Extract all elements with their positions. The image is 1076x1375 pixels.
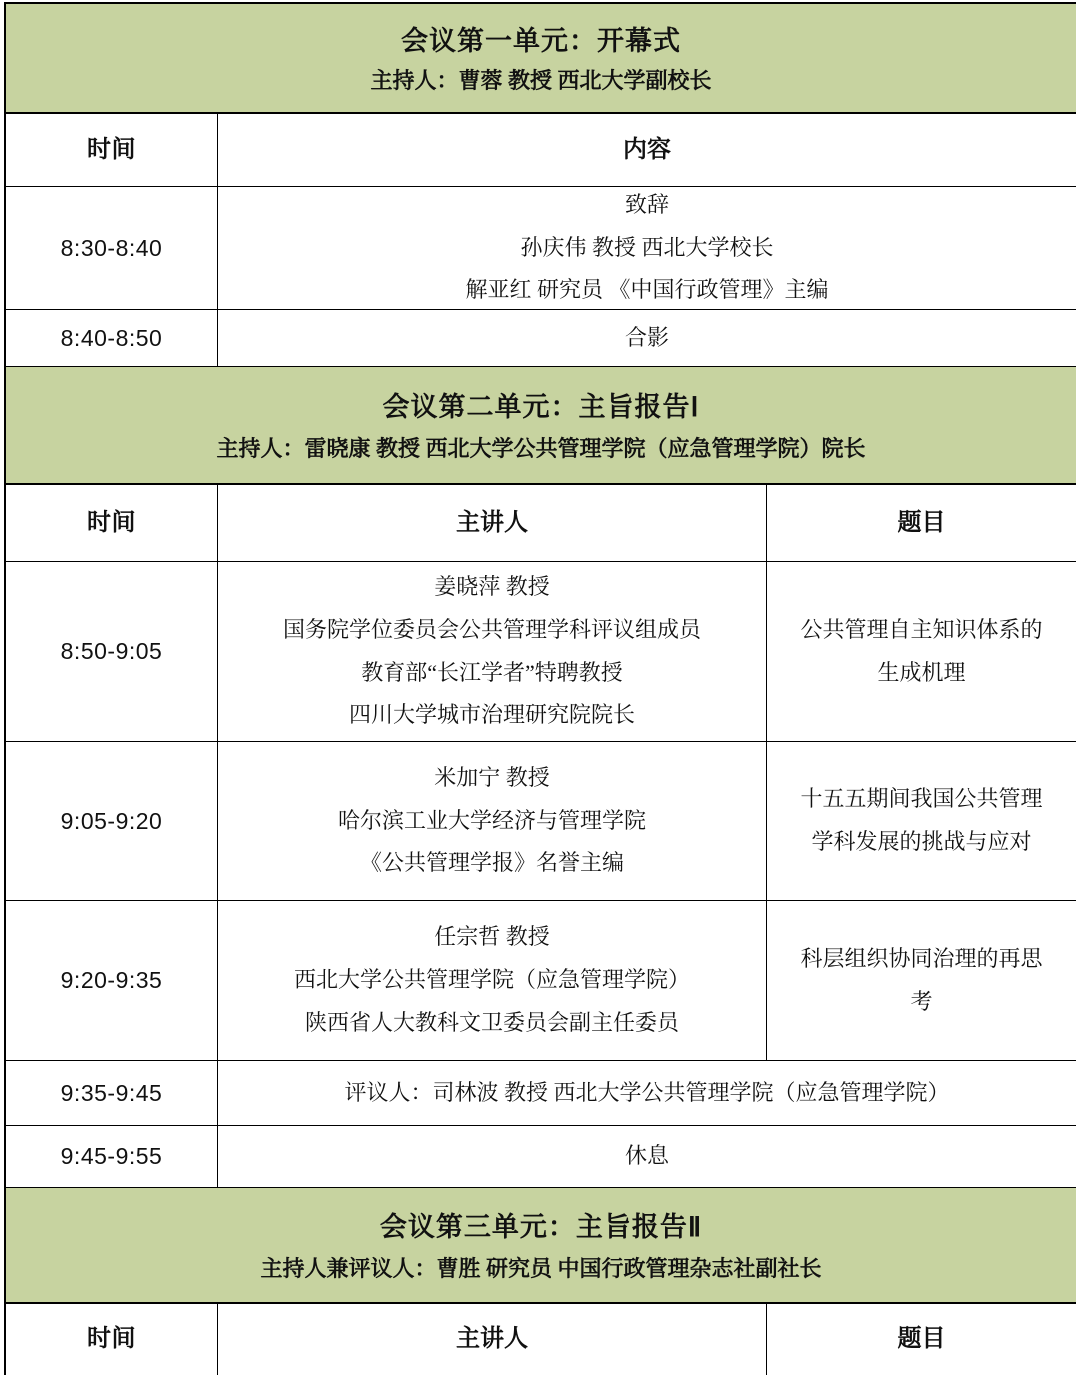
content-line: 解亚红 研究员 《中国行政管理》主编 xyxy=(465,277,829,303)
topic-line: 科层组织协同治理的再思 xyxy=(800,945,1043,971)
table-row xyxy=(6,562,1076,742)
speaker-line: 国务院学位委员会公共管理学科评议组成员 xyxy=(282,616,701,642)
speaker-line: 陕西省人大教科文卫委员会副主任委员 xyxy=(304,1009,679,1035)
section-3-header-row xyxy=(6,1304,1076,1375)
topic-line: 考 xyxy=(910,988,933,1014)
topic-cell xyxy=(767,742,1076,900)
table-row xyxy=(6,901,1076,1061)
topic-line: 生成机理 xyxy=(877,659,966,685)
column-header-content: 内容 xyxy=(623,136,671,163)
section-2-band xyxy=(6,367,1076,485)
topic-line: 学科发展的挑战与应对 xyxy=(811,829,1032,854)
topic-line: 十五五期间我国公共管理 xyxy=(800,786,1043,812)
section-2-host: 主持人：雷晓康 教授 西北大学公共管理学院（应急管理学院）院长 xyxy=(216,436,866,461)
content-line: 孙庆伟 教授 西北大学校长 xyxy=(520,234,774,260)
time-cell: 8:50-9:05 xyxy=(6,562,218,741)
time-cell: 9:05-9:20 xyxy=(6,742,218,900)
table-row xyxy=(6,310,1076,367)
speaker-cell xyxy=(218,742,767,900)
topic-cell xyxy=(767,901,1076,1060)
section-2-header-row xyxy=(6,485,1076,562)
content-cell xyxy=(218,187,1076,309)
schedule-table xyxy=(4,2,1076,1375)
column-header-time: 时间 xyxy=(6,485,218,561)
speaker-line: 任宗哲 教授 xyxy=(434,924,550,950)
time-cell: 8:30-8:40 xyxy=(6,187,218,309)
content-cell: 合影 xyxy=(624,324,669,350)
section-1-host: 主持人：曹蓉 教授 西北大学副校长 xyxy=(370,67,712,93)
section-1-header-row xyxy=(6,114,1076,187)
column-header-topic: 题目 xyxy=(897,1326,946,1353)
section-2-title: 会议第二单元：主旨报告Ⅰ xyxy=(382,392,700,422)
section-1-title: 会议第一单元：开幕式 xyxy=(401,26,681,57)
time-cell: 9:20-9:35 xyxy=(6,901,218,1060)
speaker-line: 西北大学公共管理学院（应急管理学院） xyxy=(293,967,690,993)
speaker-line: 米加宁 教授 xyxy=(434,764,550,790)
column-header-speaker: 主讲人 xyxy=(218,485,767,561)
section-1-band xyxy=(6,4,1076,114)
section-3-title: 会议第三单元：主旨报告Ⅱ xyxy=(379,1212,703,1243)
section-3-host: 主持人兼评议人：曹胜 研究员 中国行政管理杂志社副社长 xyxy=(260,1255,822,1281)
topic-line: 公共管理自主知识体系的 xyxy=(800,616,1043,642)
time-cell: 9:35-9:45 xyxy=(6,1061,218,1125)
table-row xyxy=(6,1126,1076,1188)
content-line: 致辞 xyxy=(624,191,669,217)
column-header-time: 时间 xyxy=(6,1304,218,1375)
time-cell: 9:45-9:55 xyxy=(6,1126,218,1187)
topic-cell xyxy=(767,562,1076,741)
table-row xyxy=(6,1061,1076,1126)
column-header-topic: 题目 xyxy=(897,509,946,536)
speaker-line: 姜晓萍 教授 xyxy=(434,573,550,599)
section-3-band xyxy=(6,1188,1076,1304)
speaker-cell xyxy=(218,901,767,1060)
content-cell: 休息 xyxy=(624,1143,669,1169)
table-row xyxy=(6,187,1076,310)
column-header-time: 时间 xyxy=(6,114,218,186)
speaker-line: 《公共管理学报》名誉主编 xyxy=(359,850,624,876)
column-header-speaker: 主讲人 xyxy=(218,1304,767,1375)
speaker-cell xyxy=(218,562,767,741)
speaker-line: 哈尔滨工业大学经济与管理学院 xyxy=(337,807,646,833)
content-cell: 评议人：司林波 教授 西北大学公共管理学院（应急管理学院） xyxy=(344,1079,950,1105)
time-cell: 8:40-8:50 xyxy=(6,310,218,366)
speaker-line: 四川大学城市治理研究院院长 xyxy=(348,702,635,728)
speaker-line: 教育部“长江学者”特聘教授 xyxy=(361,659,623,685)
table-row xyxy=(6,742,1076,901)
